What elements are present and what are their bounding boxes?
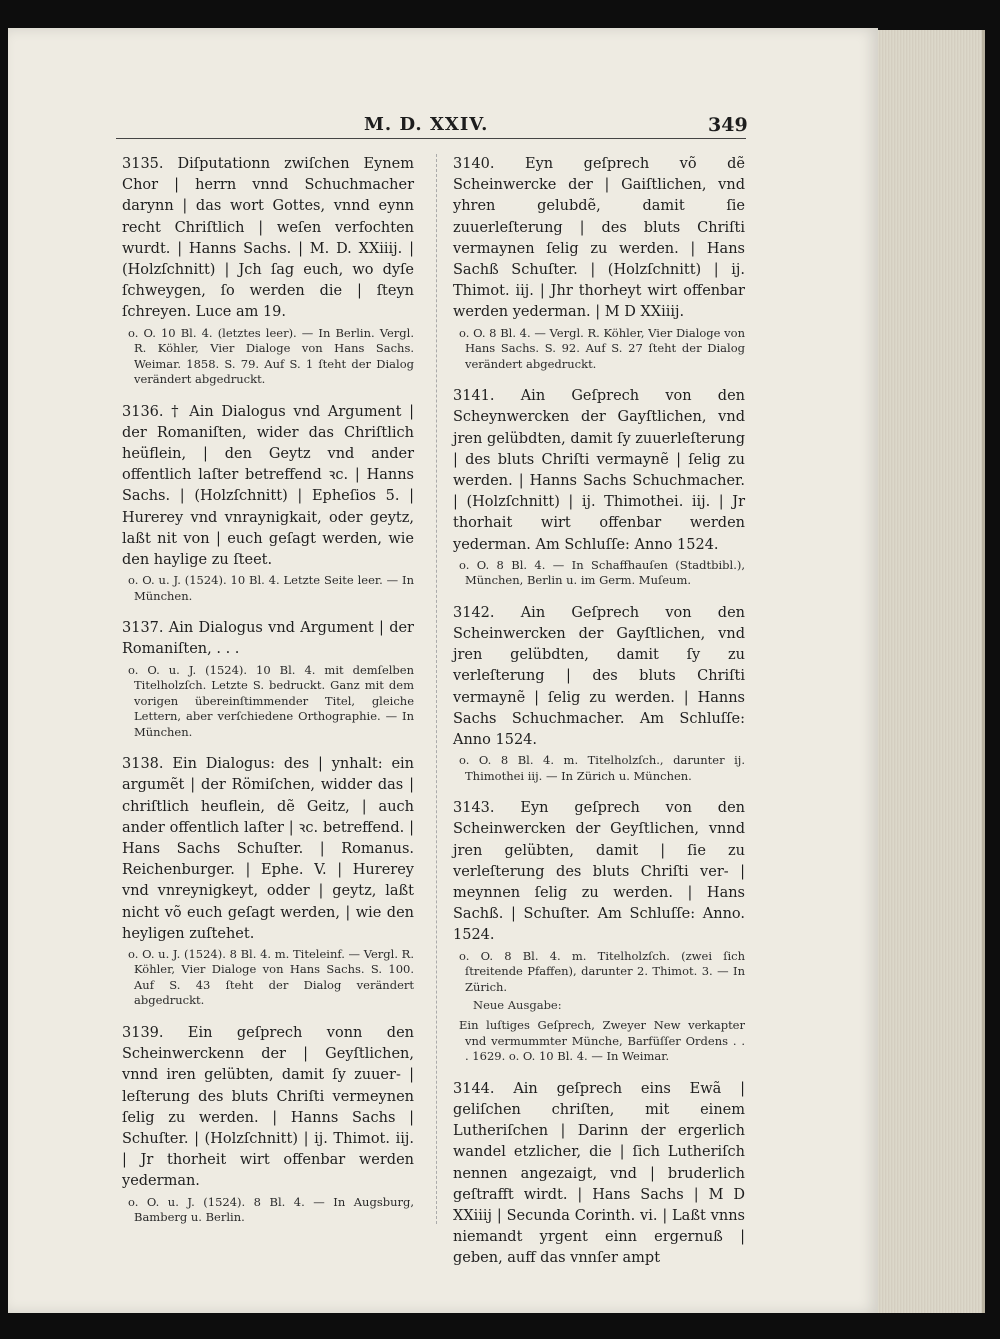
- entry-3138: [122, 754, 414, 1009]
- left-column: [122, 154, 414, 1240]
- entry-notes: o. O. 10 Bl. 4. (letztes leer). — In Berlin. Vergl. R. Köhler, Vier Dialoge von Hans Sachs. Weimar. 1858. S. 79. Auf S. 1 ſteht der Dialog verändert abgedruckt.: [128, 325, 414, 387]
- entry-notes: o. O. u. J. (1524). 8 Bl. 4. — In Augsburg, Bamberg u. Berlin.: [128, 1194, 414, 1225]
- entry-text: 3140. Eyn geſprech võ dẽ Scheinwercke der | Gaiſtlichen, vnd yhren gelubdẽ, damit ſie zuuerleſterung | des bluts Chriſti vermaynen ſelig zu werden. | Hans Sachß Schuſter. | (Holzſchnitt) | ij. Thimot. iij. | Jhr thorheyt wirt offenbar werden yederman. | M D XXiiij.: [453, 156, 745, 321]
- entry-3137: [122, 618, 414, 740]
- column-divider: [436, 154, 437, 1224]
- entry-3143: [453, 798, 745, 1065]
- entry-text: 3137. Ain Dialogus vnd Argument | der Romaniſten, . . .: [122, 620, 414, 658]
- entry-3135: [122, 154, 414, 388]
- entry-text: 3139. Ein geſprech vonn den Scheinwerckenn der | Geyſtlichen, vnnd iren gelübten, damit ſy zuuer- | leſterung des bluts Chriſti vermeynen ſelig zu werden. | Hanns Sachs | Schuſter. | (Holzſchnitt) | ij. Thimot. iij. | Jr thorheit wirt offenbar werden yederman.: [122, 1024, 414, 1190]
- entry-text: 3142. Ain Geſprech von den Scheinwercken der Gayſtlichen, vnd jren gelübdten, damit ſy zu verleſterung | des bluts Chriſti vermaynẽ | ſelig zu werden. | Hanns Sachs Schuchmacher. Am Schluſſe: Anno 1524.: [453, 604, 745, 748]
- running-title: M. D. XXIV.: [364, 114, 489, 135]
- entry-notes: o. O. u. J. (1524). 10 Bl. 4. Letzte Seite leer. — In München.: [128, 573, 414, 603]
- entry-notes: o. O. u. J. (1524). 8 Bl. 4. m. Titeleinf. — Vergl. R. Köhler, Vier Dialoge von Hans Sachs. S. 100. Auf S. 43 ſteht der Dialog verändert abgedruckt.: [128, 946, 414, 1008]
- header-rule: [116, 138, 746, 139]
- entry-3136: [122, 402, 414, 605]
- entry-text: 3141. Ain Geſprech von den Scheynwercken der Gayſtlichen, vnd jren gelübdten, damit ſy zuuerleſterung | des bluts Chriſti vermaynẽ | ſelig zu werden. | Hanns Sachs Schuchmacher. | (Holzſchnitt) | ij. Thimothei. iij. | Jr thorhait wirt offenbar werden yederman. Am Schluſſe: Anno 1524.: [453, 388, 745, 553]
- entry-notes: o. O. 8 Bl. 4. — Vergl. R. Köhler, Vier Dialoge von Hans Sachs. S. 92. Auf S. 27 ſteht der Dialog verändert abgedruckt.: [459, 325, 745, 371]
- new-edition-notes: Ein luſtiges Geſprech, Zweyer New verkapter vnd vermummter Münche, Barfüſſer Ordens . . . 1629. o. O. 10 Bl. 4. — In Weimar.: [459, 1018, 745, 1064]
- entry-3144: [453, 1079, 745, 1270]
- page-number: 349: [708, 114, 748, 136]
- entry-text: 3138. Ein Dialogus: des | ynhalt: ein argumẽt | der Römiſchen, widder das | chriſtlich heuflein, dẽ Geitz, | auch ander offentlich laſter | ꝛc. betreffend. | Hans Sachs Schuſter. | Romanus. Reichenburger. | Ephe. V. | Hurerey vnd vnreynigkeyt, odder | geytz, laßt nicht võ euch geſagt werden, | wie den heyligen zuſtehet.: [122, 756, 414, 942]
- entry-3141: [453, 386, 745, 589]
- page-edges: [870, 30, 985, 1313]
- new-edition-heading: Neue Ausgabe:: [473, 998, 562, 1013]
- entry-notes: o. O. 8 Bl. 4. — In Schaffhauſen (Stadtbibl.), München, Berlin u. im Germ. Muſeum.: [459, 557, 745, 588]
- entry-3142: [453, 603, 745, 784]
- entry-text: 3136. † Ain Dialogus vnd Argument | der Romaniſten, wider das Chriſtlich heüflein, | den Geytz vnd ander offentlich laſter betreffend ꝛc. | Hanns Sachs. | (Holzſchnitt) | Epheſios 5. | Hurerey vnd vnraynigkait, oder geytz, laßt nit von | euch geſagt werden, wie den haylige zu ſteet.: [122, 403, 414, 569]
- entry-notes: o. O. 8 Bl. 4. m. Titelholzſch., darunter ij. Thimothei iij. — In Zürich u. München.: [459, 753, 745, 783]
- entry-notes: o. O. 8 Bl. 4. m. Titelholzſch. (zwei ſich ſtreitende Pfaffen), darunter 2. Thimot. 3. — In Zürich.: [459, 948, 745, 994]
- entry-notes: o. O. u. J. (1524). 10 Bl. 4. mit demſelben Titelholzſch. Letzte S. bedruckt. Ganz mit dem vorigen übereinſtimmender Titel, gleiche Lettern, aber verſchiedene Orthographie. — In München.: [128, 662, 414, 739]
- entry-3140: [453, 154, 745, 372]
- entry-text: 3143. Eyn geſprech von den Scheinwercken der Geyſtlichen, vnnd jren gelübten, damit | ſie zu verleſterung des bluts Chriſti ver- | meynnen ſelig zu werden. | Hans Sachß. | Schuſter. Am Schluſſe: Anno. 1524.: [453, 800, 745, 944]
- book-page: [8, 28, 878, 1313]
- entry-text: 3144. Ain geſprech eins Ewã | geliſchen chriſten, mit einem Lutheriſchen | Darinn der ergerlich wandel etzlicher, die | ſich Lutheriſch nennen angezaigt, vnd | bruderlich geſtrafft wirdt. | Hans Sachs | M D XXiiij | Secunda Corinth. vi. | Laßt vnns niemandt yrgent einn ergernuß | geben, auff das vnnſer ampt: [453, 1080, 745, 1267]
- running-head: [8, 114, 878, 138]
- entry-text: 3135. Diſputationn zwiſchen Eynem Chor | herrn vnnd Schuchmacher darynn | das wort Gottes, vnnd eynn recht Chriſtlich | weſen verfochten wurdt. | Hanns Sachs. | M. D. XXiiij. | (Holzſchnitt) | Jch ſag euch, wo dyſe ſchweygen, ſo werden die | ſteyn ſchreyen. Luce am 19.: [122, 156, 414, 321]
- entry-3139: [122, 1023, 414, 1226]
- right-column: [453, 154, 745, 1284]
